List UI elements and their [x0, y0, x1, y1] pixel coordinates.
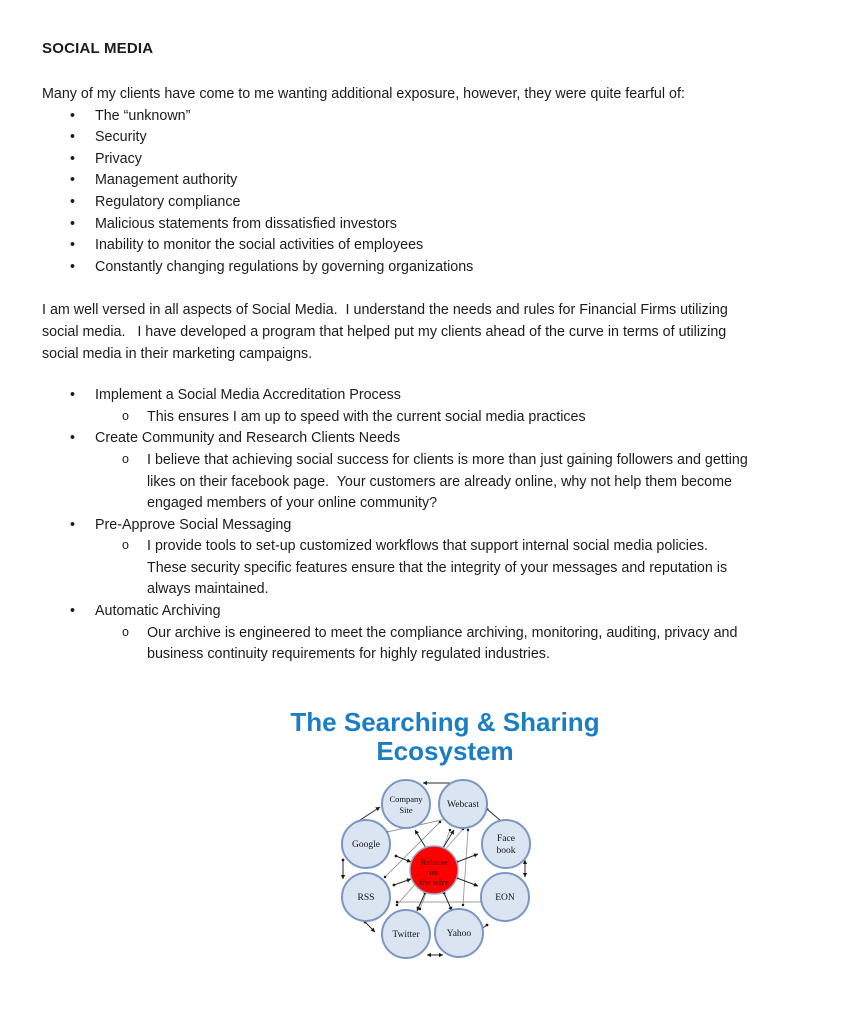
program-sub-line: o Our archive is engineered to meet the compliance archiving, monitoring, auditing, privacy and	[42, 623, 812, 645]
spoke-hub-rss	[394, 879, 411, 885]
node-label: Face	[497, 833, 515, 844]
list-item: • Security	[42, 127, 812, 149]
list-item: • Constantly changing regulations by governing organizations	[42, 257, 812, 279]
program-list	[42, 385, 812, 666]
list-item: • Privacy	[42, 149, 812, 171]
connector-line	[463, 830, 468, 905]
figure-title	[60, 708, 830, 766]
spoke-hub-facebook	[457, 854, 478, 862]
edge-twitter-rss	[365, 922, 375, 932]
pitch-line: I am well versed in all aspects of Social Media. I understand the needs and rules for Financial Firms utilizing	[42, 302, 728, 319]
node-label: Twitter	[392, 929, 420, 940]
list-item: • Malicious statements from dissatisfied investors	[42, 214, 812, 236]
program-sub-line: likes on their facebook page. Your customers are already online, why not help them become	[147, 473, 732, 490]
node-label: Webcast	[447, 799, 479, 810]
node-label: RSS	[357, 892, 375, 903]
program-sub-line: o I provide tools to set-up customized workflows that support internal social media policies.	[42, 536, 812, 558]
node-label: Site	[399, 804, 413, 815]
node-label: book	[496, 845, 516, 856]
node-label: EON	[495, 892, 515, 903]
ecosystem-diagram	[330, 772, 550, 972]
node-label: Yahoo	[446, 928, 472, 939]
figure-title-line2: Ecosystem	[376, 735, 514, 766]
program-sub-line: o I believe that achieving social success for clients is more than just gaining followers and getting	[42, 450, 812, 472]
node-company-site	[382, 780, 430, 828]
spoke-hub-google	[396, 856, 411, 862]
hub-label: the wire	[419, 876, 449, 887]
node-label: Company	[389, 793, 423, 804]
hub-label: Release	[420, 856, 448, 867]
program-item-label: • Create Community and Research Clients Needs	[42, 428, 812, 450]
pitch-line: social media in their marketing campaigns.	[42, 345, 313, 362]
program-item-label: • Automatic Archiving	[42, 601, 812, 623]
hub-label: on	[429, 866, 439, 877]
intro-paragraph: Many of my clients have come to me wanting additional exposure, however, they were quite fearful of:	[42, 86, 685, 102]
list-item: • Inability to monitor the social activities of employees	[42, 235, 812, 257]
program-sub-line: o This ensures I am up to speed with the current social media practices	[42, 407, 812, 429]
figure-title-line1: The Searching & Sharing	[290, 706, 600, 737]
pitch-line: social media. I have developed a program that helped put my clients ahead of the curve in terms of utilizing	[42, 323, 727, 340]
page-title: SOCIAL MEDIA	[42, 40, 154, 57]
program-item-label: • Pre-Approve Social Messaging	[42, 515, 812, 537]
program-sub-line: These security specific features ensure that the integrity of your messages and reputation is	[147, 559, 728, 576]
list-item: • Regulatory compliance	[42, 192, 812, 214]
spoke-hub-eon	[457, 878, 478, 886]
list-item: • The “unknown”	[42, 106, 812, 128]
pitch-paragraph	[42, 300, 812, 365]
program-sub-line: engaged members of your online community?	[147, 495, 438, 512]
list-item: • Management authority	[42, 170, 812, 192]
node-label: Google	[352, 839, 380, 850]
fears-list	[42, 106, 812, 279]
program-sub-line: always maintained.	[147, 581, 269, 598]
program-item-label: • Implement a Social Media Accreditation Process	[42, 385, 812, 407]
program-sub-line: business continuity requirements for highly regulated industries.	[147, 646, 550, 663]
node-facebook	[482, 820, 530, 868]
